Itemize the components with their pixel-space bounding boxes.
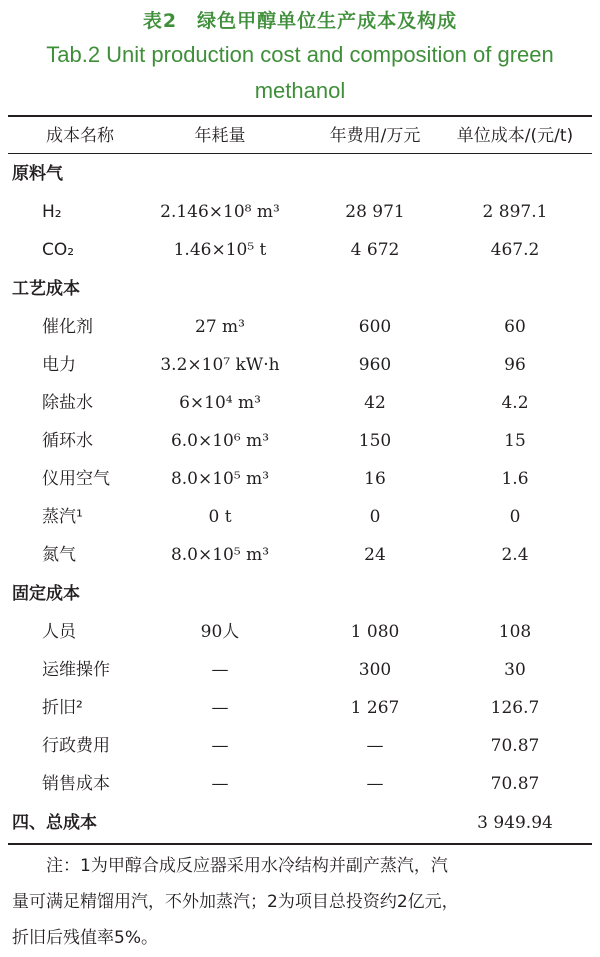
cell-unit-cost: 4.2: [501, 393, 529, 413]
table-row: [0, 765, 600, 803]
cell-name: 氮气: [42, 545, 76, 565]
header-unit-cost: 单位成本/(元/t): [456, 126, 574, 146]
cell-unit-cost: 108: [498, 622, 532, 642]
cell-consumption: 8.0×10⁵ m³: [170, 469, 270, 489]
cell-annual-cost: 0: [369, 507, 381, 527]
cell-annual-cost: —: [366, 736, 384, 756]
cell-annual-cost: 42: [364, 393, 386, 413]
cell-unit-cost: 30: [504, 660, 526, 680]
cell-annual-cost: 16: [364, 469, 386, 489]
table-note-line1: 注：1为甲醇合成反应器采用水冷结构并副产蒸汽，汽: [46, 856, 448, 876]
header-annual-cost: 年费用/万元: [329, 126, 421, 146]
cell-consumption: —: [211, 660, 229, 680]
cell-annual-cost: 4 672: [350, 240, 400, 260]
cell-name: 折旧²: [42, 698, 83, 718]
section-title: 原料气: [12, 164, 63, 184]
cell-annual-cost: 28 971: [345, 202, 405, 222]
cell-consumption: 8.0×10⁵ m³: [170, 545, 270, 565]
cell-unit-cost: 70.87: [490, 774, 540, 794]
table-row: [0, 613, 600, 651]
cell-name: 电力: [42, 355, 76, 375]
cell-name: 运维操作: [42, 660, 110, 680]
table-row: [0, 193, 600, 231]
cell-annual-cost: —: [366, 774, 384, 794]
cell-unit-cost: 60: [504, 317, 526, 337]
cell-unit-cost: 2 897.1: [482, 202, 548, 222]
cell-name: 蒸汽¹: [42, 507, 83, 527]
cell-consumption: 6×10⁴ m³: [179, 393, 261, 413]
table-note-line2: 量可满足精馏用汽，不外加蒸汽；2为项目总投资约2亿元，: [12, 892, 459, 912]
cell-unit-cost: 96: [504, 355, 526, 375]
bottom-rule: [8, 843, 592, 845]
cell-name: 销售成本: [42, 774, 110, 794]
cell-name: 循环水: [42, 431, 93, 451]
table-caption-en-line2: methanol: [254, 78, 346, 103]
total-label: 四、总成本: [12, 813, 97, 833]
cell-name: 人员: [42, 622, 76, 642]
table-row: [0, 651, 600, 689]
table-row: [0, 727, 600, 765]
cell-annual-cost: 1 080: [350, 622, 400, 642]
cell-consumption: 27 m³: [195, 317, 245, 337]
table-row: [0, 536, 600, 574]
cell-name: H₂: [42, 202, 62, 222]
cell-unit-cost: 126.7: [490, 698, 540, 718]
cell-consumption: —: [211, 698, 229, 718]
cell-annual-cost: 960: [358, 355, 392, 375]
cell-unit-cost: 15: [504, 431, 526, 451]
table-row: [0, 689, 600, 727]
cell-consumption: —: [211, 736, 229, 756]
table-row: [0, 384, 600, 422]
cell-consumption: —: [211, 774, 229, 794]
cell-consumption: 2.146×10⁸ m³: [160, 202, 280, 222]
cell-unit-cost: 70.87: [490, 736, 540, 756]
cell-name: CO₂: [42, 240, 75, 260]
cell-name: 催化剂: [42, 317, 93, 337]
cell-consumption: 1.46×10⁵ t: [173, 240, 267, 260]
cell-name: 除盐水: [42, 393, 93, 413]
header-consumption: 年耗量: [194, 126, 246, 146]
top-rule: [8, 115, 592, 117]
cell-annual-cost: 24: [364, 545, 386, 565]
cell-annual-cost: 300: [358, 660, 392, 680]
cell-consumption: 0 t: [208, 507, 232, 527]
cell-name: 行政费用: [42, 736, 110, 756]
cell-unit-cost: 467.2: [490, 240, 540, 260]
cell-annual-cost: 1 267: [350, 698, 400, 718]
cell-unit-cost: 2.4: [501, 545, 529, 565]
table-row: [0, 498, 600, 536]
cell-unit-cost: 1.6: [501, 469, 529, 489]
cell-consumption: 3.2×10⁷ kW·h: [160, 355, 280, 375]
table-caption-en-line1: Tab.2 Unit production cost and composition of green: [46, 42, 554, 67]
table-row: [0, 346, 600, 384]
cell-unit-cost: 0: [509, 507, 521, 527]
cell-consumption: 6.0×10⁶ m³: [170, 431, 270, 451]
section-title: 工艺成本: [12, 279, 80, 299]
total-unit-cost: 3 949.94: [477, 813, 553, 833]
table-row: [0, 422, 600, 460]
table-caption-cn: 表2 绿色甲醇单位生产成本及构成: [142, 10, 458, 32]
section-title: 固定成本: [12, 584, 80, 604]
table-row: [0, 308, 600, 346]
table-note-line3: 折旧后残值率5%。: [12, 928, 158, 948]
cell-consumption: 90人: [200, 622, 240, 642]
table-row: [0, 231, 600, 269]
cell-annual-cost: 150: [358, 431, 392, 451]
header-name: 成本名称: [46, 126, 114, 146]
cell-annual-cost: 600: [358, 317, 392, 337]
cell-name: 仪用空气: [42, 469, 110, 489]
header-rule: [8, 153, 592, 154]
table-row: [0, 460, 600, 498]
